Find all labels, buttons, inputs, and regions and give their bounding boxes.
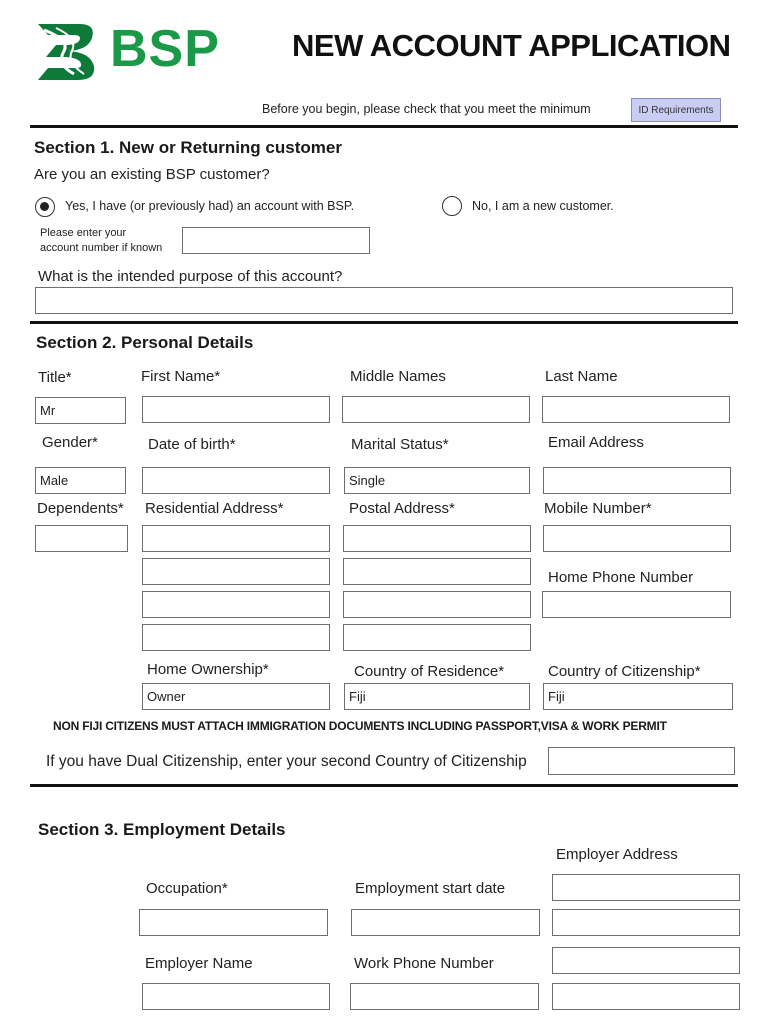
postal-address-line1[interactable] <box>343 525 531 552</box>
title-field[interactable] <box>35 397 126 424</box>
employer-address-line1[interactable] <box>552 874 740 901</box>
last-name-field[interactable] <box>542 396 730 423</box>
occupation-field[interactable] <box>139 909 328 936</box>
account-purpose-field[interactable] <box>35 287 733 314</box>
employer-address-line2[interactable] <box>552 909 740 936</box>
work-phone-label: Work Phone Number <box>354 955 494 972</box>
dual-citizenship-field[interactable] <box>548 747 735 775</box>
country-of-residence-field[interactable] <box>344 683 530 710</box>
residential-address-label: Residential Address* <box>145 500 284 517</box>
section-3-heading: Section 3. Employment Details <box>38 820 286 839</box>
radio-existing-customer[interactable] <box>35 197 55 217</box>
account-number-label-line1: Please enter your <box>40 227 127 239</box>
employer-address-line3[interactable] <box>552 947 740 974</box>
home-ownership-label: Home Ownership* <box>147 661 269 678</box>
intro-text: Before you begin, please check that you meet the minimum <box>262 102 591 116</box>
radio-new-customer[interactable] <box>442 196 462 216</box>
middle-names-label: Middle Names <box>350 368 446 385</box>
page-title: NEW ACCOUNT APPLICATION <box>292 28 731 63</box>
dependents-field[interactable] <box>35 525 128 552</box>
bsp-logo-icon <box>34 18 100 84</box>
employment-start-date-field[interactable] <box>351 909 540 936</box>
mobile-number-label: Mobile Number* <box>544 500 652 517</box>
email-label: Email Address <box>548 434 644 451</box>
postal-address-line3[interactable] <box>343 591 531 618</box>
option-existing-label: Yes, I have (or previously had) an account with BSP. <box>65 199 355 213</box>
divider <box>30 321 738 324</box>
residential-address-line3[interactable] <box>142 591 330 618</box>
dob-field[interactable] <box>142 467 330 494</box>
middle-names-field[interactable] <box>342 396 530 423</box>
account-number-field[interactable] <box>182 227 370 254</box>
home-ownership-field[interactable] <box>142 683 330 710</box>
employment-start-date-label: Employment start date <box>355 880 506 897</box>
divider <box>30 784 738 787</box>
purpose-label: What is the intended purpose of this account? <box>38 268 343 285</box>
divider <box>30 125 738 128</box>
employer-address-label: Employer Address <box>556 846 678 863</box>
country-of-citizenship-field[interactable] <box>543 683 733 710</box>
dependents-label: Dependents* <box>37 500 124 517</box>
country-of-citizenship-label: Country of Citizenship* <box>548 663 701 680</box>
postal-address-line4[interactable] <box>343 624 531 651</box>
option-new-label: No, I am a new customer. <box>472 199 614 213</box>
dob-label: Date of birth* <box>148 436 236 453</box>
gender-field[interactable] <box>35 467 126 494</box>
postal-address-label: Postal Address* <box>349 500 455 517</box>
marital-status-field[interactable] <box>344 467 530 494</box>
country-of-residence-label: Country of Residence* <box>354 663 505 680</box>
home-phone-label: Home Phone Number <box>548 569 694 586</box>
gender-label: Gender* <box>42 434 98 451</box>
residential-address-line2[interactable] <box>142 558 330 585</box>
residential-address-line4[interactable] <box>142 624 330 651</box>
mobile-number-field[interactable] <box>543 525 731 552</box>
section-2-heading: Section 2. Personal Details <box>36 333 254 352</box>
first-name-field[interactable] <box>142 396 330 423</box>
home-phone-field[interactable] <box>542 591 731 618</box>
email-field[interactable] <box>543 467 731 494</box>
last-name-label: Last Name <box>545 368 618 385</box>
title-label: Title* <box>38 369 72 386</box>
brand-name: BSP <box>110 20 220 78</box>
marital-status-label: Marital Status* <box>351 436 449 453</box>
occupation-label: Occupation* <box>146 880 228 897</box>
id-requirements-button[interactable]: ID Requirements <box>631 98 721 122</box>
existing-customer-question: Are you an existing BSP customer? <box>34 166 270 183</box>
employer-name-label: Employer Name <box>145 955 253 972</box>
account-number-label-line2: account number if known <box>40 242 163 254</box>
section-1-heading: Section 1. New or Returning customer <box>34 138 342 157</box>
postal-address-line2[interactable] <box>343 558 531 585</box>
dual-citizenship-label: If you have Dual Citizenship, enter your second Country of Citizenship <box>46 753 527 770</box>
immigration-warning: NON FIJI CITIZENS MUST ATTACH IMMIGRATION DOCUMENTS INCLUDING PASSPORT,VISA & WORK PERMIT <box>53 719 667 733</box>
employer-name-field[interactable] <box>142 983 330 1010</box>
work-phone-field[interactable] <box>350 983 539 1010</box>
employer-address-line4[interactable] <box>552 983 740 1010</box>
first-name-label: First Name* <box>141 368 221 385</box>
radio-selected-dot <box>40 202 49 211</box>
residential-address-line1[interactable] <box>142 525 330 552</box>
